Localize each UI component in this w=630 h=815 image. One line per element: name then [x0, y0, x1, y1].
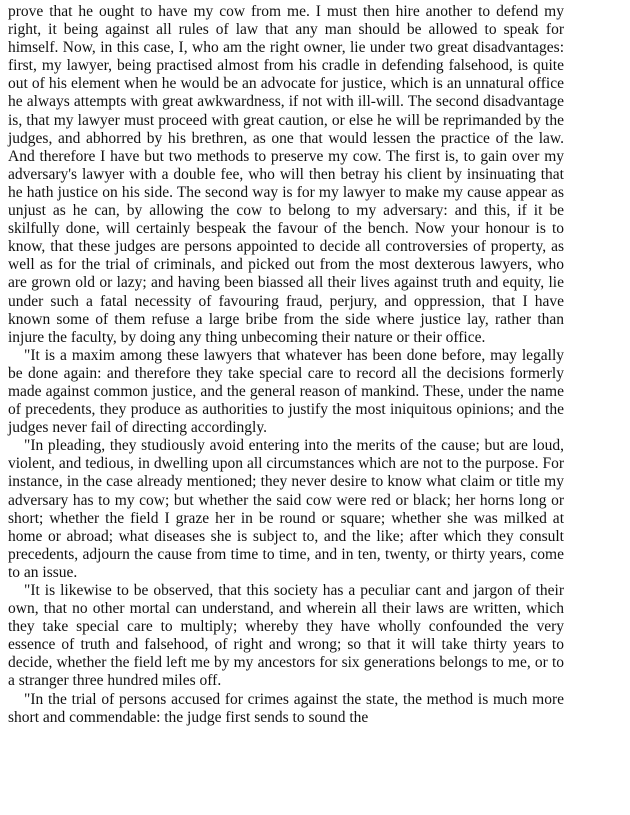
paragraph-precedents: "It is a maxim among these lawyers that whatever has been done before, may legally be done again: and therefore they take special care to record all the decisions formerly made against common justice, and the general reason of mankind. These, under the name of precedents, they produce as authorities to justify the most iniquitous opinions; and the judges never fail of directing accordingly. [8, 346, 564, 437]
paragraph-state-trials: "In the trial of persons accused for crimes against the state, the method is much more short and commendable: the judge first sends to sound the [8, 690, 564, 726]
paragraph-pleading: "In pleading, they studiously avoid entering into the merits of the cause; but are loud, violent, and tedious, in dwelling upon all circumstances which are not to the purpose. For instance, in the case already mentioned; they never desire to know what claim or title my adversary has to my cow; but whether the said cow were red or black; her horns long or short; whether the field I graze her in be round or square; whether she was milked at home or abroad; what diseases she is subject to, and the like; after which they consult precedents, adjourn the cause from time to time, and in ten, twenty, or thirty years, come to an issue. [8, 437, 564, 581]
document-page [8, 3, 564, 727]
paragraph-continuation: prove that he ought to have my cow from me. I must then hire another to defend my right, it being against all rules of law that any man should be allowed to speak for himself. Now, in this case, I, who am the right owner, lie under two great disadvantages: first, my lawyer, being practised almost from his cradle in defending falsehood, is quite out of his element when he would be an advocate for justice, which is an unnatural office he always attempts with great awkwardness, if not with ill-will. The second disadvantage is, that my lawyer must proceed with great caution, or else he will be reprimanded by the judges, and abhorred by his brethren, as one that would lessen the practice of the law. And therefore I have but two methods to preserve my cow. The first is, to gain over my adversary's lawyer with a double fee, who will then betray his client by insinuating that he hath justice on his side. The second way is for my lawyer to make my cause appear as unjust as he can, by allowing the cow to belong to my adversary: and this, if it be skilfully done, will certainly bespeak the favour of the bench. Now your honour is to know, that these judges are persons appointed to decide all controversies of property, as well as for the trial of criminals, and picked out from the most dexterous lawyers, who are grown old or lazy; and having been biassed all their lives against truth and equity, lie under such a fatal necessity of favouring fraud, perjury, and oppression, that I have known some of them refuse a large bribe from the side where justice lay, rather than injure the faculty, by doing any thing unbecoming their nature or their office. [8, 3, 564, 346]
paragraph-jargon: "It is likewise to be observed, that this society has a peculiar cant and jargon of their own, that no other mortal can understand, and wherein all their laws are written, which they take special care to multiply; whereby they have wholly confounded the very essence of truth and falsehood, of right and wrong; so that it will take thirty years to decide, whether the field left me by my ancestors for six generations belongs to me, or to a stranger three hundred miles off. [8, 582, 564, 690]
